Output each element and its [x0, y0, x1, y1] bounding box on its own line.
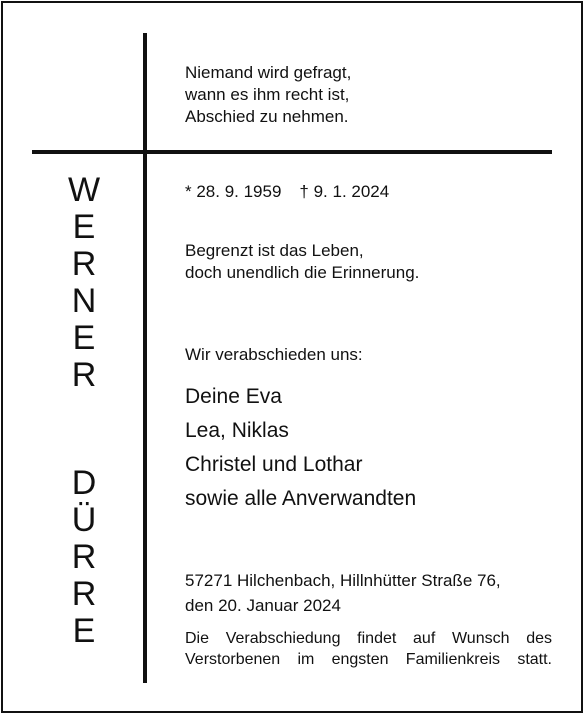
saying-line: Begrenzt ist das Leben,: [185, 241, 364, 260]
last-name-letter: R: [71, 538, 97, 576]
memorial-saying: [185, 240, 419, 284]
first-name-letter: N: [71, 282, 97, 320]
last-name-letter: D: [71, 464, 97, 502]
mourners-list: [185, 380, 416, 516]
opening-quote: [185, 62, 351, 128]
last-name-letter: R: [71, 575, 97, 613]
last-name-letter: Ü: [71, 501, 97, 539]
quote-line: Niemand wird gefragt,: [185, 63, 352, 82]
first-name-letter: E: [72, 319, 96, 357]
last-name-letter: E: [72, 612, 96, 650]
birth-date: * 28. 9. 1959: [185, 182, 282, 201]
mourner-line: Deine Eva: [185, 385, 282, 408]
ceremony-notice: Die Verabschiedung findet auf Wunsch des Verstorbenen im engsten Familienkreis statt.: [185, 630, 552, 668]
first-name-letter: R: [71, 245, 97, 283]
notice-date: den 20. Januar 2024: [185, 596, 341, 615]
quote-line: Abschied zu nehmen.: [185, 107, 349, 126]
mourner-line: sowie alle Anverwandten: [185, 487, 417, 510]
farewell-intro: Wir verabschieden uns:: [185, 345, 363, 364]
place-and-date: [185, 568, 501, 618]
life-dates: [185, 181, 389, 203]
last-name-vertical: [52, 465, 116, 650]
death-date: † 9. 1. 2024: [299, 182, 390, 201]
mourner-line: Christel und Lothar: [185, 453, 363, 476]
saying-line: doch unendlich die Erinnerung.: [185, 263, 420, 282]
first-name-vertical: [52, 172, 116, 394]
first-name-letter: E: [72, 208, 96, 246]
cross-horizontal-bar: [32, 150, 552, 154]
first-name-letter: W: [67, 171, 101, 209]
quote-line: wann es ihm recht ist,: [185, 85, 350, 104]
cross-vertical-bar: [143, 33, 147, 683]
first-name-letter: R: [71, 356, 97, 394]
mourner-line: Lea, Niklas: [185, 419, 289, 442]
address-line: 57271 Hilchenbach, Hillnhütter Straße 76,: [185, 571, 501, 590]
